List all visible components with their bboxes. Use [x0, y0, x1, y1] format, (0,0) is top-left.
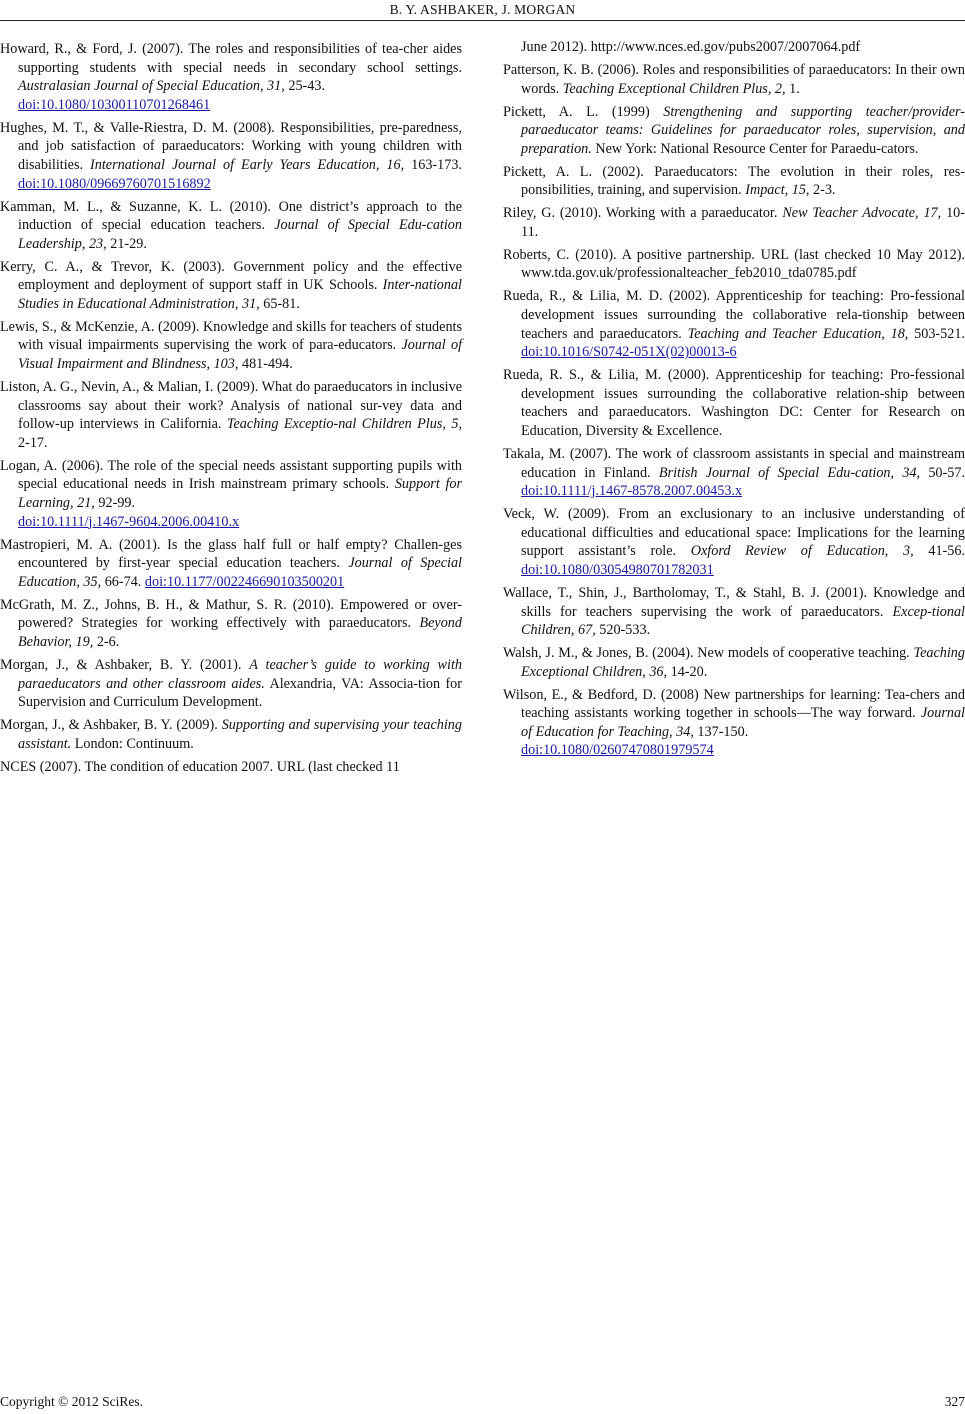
reference-pages: 50-57. [920, 464, 965, 481]
reference-source-title: British Journal of Special Edu-cation, 34, [658, 464, 921, 481]
reference-entry [503, 505, 965, 579]
reference-text: Wilson, E., & Bedford, D. (2008) New partnerships for learning: Tea-chers and teaching assistants working together in schools—The way forward. [503, 686, 965, 722]
reference-source-title: Journal of Visual Impairment and Blindness, 103, [18, 337, 463, 373]
doi-link[interactable]: doi:10.1177/002246690103500201 [144, 573, 345, 590]
doi-link[interactable]: doi:10.1080/02607470801979574 [521, 742, 714, 759]
doi-link[interactable]: doi:10.1080/09669760701516892 [18, 175, 211, 192]
reference-entry [503, 61, 965, 98]
reference-source-title: Australasian Journal of Special Education, 31, [18, 78, 285, 95]
reference-source-title: New Teacher Advocate, 17, [782, 205, 942, 222]
reference-pages: 137-150. [693, 723, 749, 740]
doi-link[interactable]: doi:10.1111/j.1467-8578.2007.00453.x [521, 483, 743, 500]
reference-source-title: Supporting and supervising your teaching assistant. [18, 717, 462, 752]
reference-entry [503, 644, 965, 681]
reference-entry [0, 596, 462, 652]
reference-text: Takala, M. (2007). The work of classroom assistants in special and mainstream education in Finland. [503, 446, 965, 481]
reference-text: Logan, A. (2006). The role of the special needs assistant supporting pupils with special educational needs in Irish mainstream primary schools. [0, 457, 462, 493]
reference-text: Mastropieri, M. A. (2001). Is the glass half full or half empty? Challen-ges encountered by first-year special education teachers. [0, 536, 462, 572]
reference-pages: 163-173. [404, 156, 462, 173]
reference-text: Rueda, R., & Lilia, M. D. (2002). Apprenticeship for teaching: Pro-fessional development issues surrounding the collaborative rela-tionship between teachers and paraeducators. [503, 288, 965, 342]
reference-source-title: Inter-national Studies in Educational Administration, 31, [18, 277, 462, 312]
reference-entry [503, 246, 965, 283]
reference-pages: 65-81. [259, 295, 300, 312]
reference-pages: London: Continuum. [71, 735, 194, 752]
reference-pages: New York: National Resource Center for Paraedu-cators. [591, 140, 919, 157]
reference-entry [0, 656, 462, 712]
reference-source-title: Oxford Review of Education, 3, [690, 543, 914, 560]
reference-entry [0, 40, 462, 114]
reference-text: Pickett, A. L. (1999) [503, 103, 664, 120]
reference-pages: 481-494. [238, 356, 293, 373]
reference-text: Hughes, M. T., & Valle-Riestra, D. M. (2008). Responsibilities, pre-paredness, and job satisfaction of paraeducators: Working with young children with disabilities. [0, 119, 462, 173]
reference-text: NCES (2007). The condition of education 2007. URL (last checked 11 [0, 758, 400, 775]
reference-text: Patterson, K. B. (2006). Roles and responsibilities of paraeducators: In their own words. [503, 61, 965, 97]
reference-source-title: Impact, 15, [745, 182, 810, 199]
reference-text: Morgan, J., & Ashbaker, B. Y. (2001). [0, 656, 250, 673]
reference-entry [0, 378, 462, 452]
reference-entry [503, 103, 965, 159]
reference-entry [503, 287, 965, 361]
reference-entry [0, 716, 462, 753]
reference-source-title: Journal of Special Education, 35, [18, 555, 462, 590]
reference-entry [503, 584, 965, 640]
reference-entry [0, 536, 462, 592]
reference-source-title: Journal of Education for Teaching, 34, [521, 705, 965, 740]
reference-source-title: Strengthening and supporting teacher/provider-paraeducator teams: Guidelines for paraeducator roles, supervision, and preparation. [521, 103, 965, 157]
header-rule [0, 20, 965, 21]
reference-text: Liston, A. G., Nevin, A., & Malian, I. (2009). What do paraeducators in inclusive classrooms say about their work? Analysis of national sur-vey data and follow-up interviews in California. [0, 379, 462, 433]
reference-source-title: Teaching Exceptio-nal Children Plus, 5, [226, 416, 462, 433]
reference-source-title: Excep-tional Children, 67, [521, 603, 965, 639]
right-column [503, 38, 965, 764]
reference-text: Pickett, A. L. (2002). Paraeducators: The evolution in their roles, res-ponsibilities, training, and supervision. [503, 163, 965, 199]
reference-text: Veck, W. (2009). From an exclusionary to an inclusive understanding of educational difficulties and educational space: Implications for the learning support assistant’s role. [503, 506, 965, 560]
reference-pages: 10-11. [521, 205, 965, 240]
reference-text: McGrath, M. Z., Johns, B. H., & Mathur, S. R. (2010). Empowered or over-powered? Strategies for working effectively with paraeducators. [0, 596, 462, 632]
reference-source-title: Teaching and Teacher Education, 18, [687, 325, 909, 342]
copyright-notice: Copyright © 2012 SciRes. [0, 1394, 144, 1409]
reference-source-title: Journal of Special Edu-cation Leadership, 23, [18, 217, 462, 252]
reference-pages: 41-56. [913, 543, 965, 560]
reference-text: Kamman, M. L., & Suzanne, K. L. (2010). One district’s approach to the induction of special education teachers. [0, 198, 462, 234]
reference-pages: 503-521. [908, 325, 965, 342]
reference-source-title: Beyond Behavior, 19, [18, 615, 462, 650]
reference-text: June 2012). http://www.nces.ed.gov/pubs2007/2007064.pdf [521, 39, 861, 55]
reference-entry [0, 119, 462, 193]
reference-entry [0, 258, 462, 314]
reference-pages: 14-20. [667, 663, 708, 680]
reference-text: Wallace, T., Shin, J., Bartholomay, T., & Stahl, B. J. (2001). Knowledge and skills for teachers supervising the work of paraeducators. [503, 584, 965, 620]
reference-pages: 2-6. [93, 633, 120, 650]
reference-pages: 92-99. [94, 495, 136, 511]
reference-text: Kerry, C. A., & Trevor, K. (2003). Government policy and the effective employment and deployment of support staff in UK Schools. [0, 258, 462, 294]
running-head: B. Y. ASHBAKER, J. MORGAN [389, 2, 576, 17]
reference-entry [0, 198, 462, 254]
reference-entry [503, 204, 965, 241]
reference-entry [503, 686, 965, 760]
reference-pages: 66-74. [101, 573, 145, 590]
reference-text: Lewis, S., & McKenzie, A. (2009). Knowledge and skills for teachers of students with visual impairments supervising the work of para-educators. [0, 318, 462, 354]
doi-link[interactable]: doi:10.1016/S0742-051X(02)00013-6 [521, 344, 737, 361]
reference-source-title: Teaching Exceptional Children, 36, [521, 645, 965, 680]
doi-link[interactable]: doi:10.1080/10300110701268461 [18, 96, 211, 113]
left-column [0, 40, 462, 781]
reference-entry [503, 38, 965, 57]
reference-source-title: Teaching Exceptional Children Plus, 2, [562, 80, 786, 97]
reference-pages: 2-3. [809, 182, 836, 199]
reference-pages: Alexandria, VA: Associa-tion for Supervision and Curriculum Development. [18, 675, 462, 711]
reference-text: Morgan, J., & Ashbaker, B. Y. (2009). [0, 717, 222, 734]
reference-text: Walsh, J. M., & Jones, B. (2004). New models of cooperative teaching. [503, 645, 914, 662]
reference-entry [503, 366, 965, 440]
reference-source-title: International Journal of Early Years Education, 16, [90, 156, 405, 173]
reference-text: Riley, G. (2010). Working with a paraeducator. [503, 205, 783, 222]
reference-entry [503, 445, 965, 501]
reference-pages: 520-533. [595, 622, 651, 639]
doi-link[interactable]: doi:10.1111/j.1467-9604.2006.00410.x [18, 513, 240, 530]
reference-text: Roberts, C. (2010). A positive partnership. URL (last checked 10 May 2012). www.tda.gov.uk/professionalteacher_feb2010_tda0785.pdf [503, 246, 965, 282]
reference-pages: 1. [785, 80, 800, 97]
reference-text: Howard, R., & Ford, J. (2007). The roles and responsibilities of tea-cher aides supporting students with special needs in secondary school settings. [0, 41, 462, 76]
doi-link[interactable]: doi:10.1080/03054980701782031 [521, 561, 714, 578]
reference-entry [503, 163, 965, 200]
reference-entry [0, 758, 462, 777]
reference-source-title: A teacher’s guide to working with paraeducators and other classroom aides. [18, 656, 462, 692]
reference-text: Rueda, R. S., & Lilia, M. (2000). Apprenticeship for teaching: Pro-fessional development issues surrounding the collaborative relation-ship between teachers and paraeducators. Washington DC: Center for Research on Education, Diversity & Excellence. [503, 367, 965, 440]
reference-pages: 21-29. [106, 235, 147, 252]
reference-entry [0, 457, 462, 531]
page-number: 327 [944, 1394, 965, 1409]
reference-entry [0, 318, 462, 374]
reference-pages: 2-17. [18, 434, 48, 451]
reference-pages: 25-43. [284, 78, 325, 95]
reference-source-title: Support for Learning, 21, [18, 476, 463, 511]
